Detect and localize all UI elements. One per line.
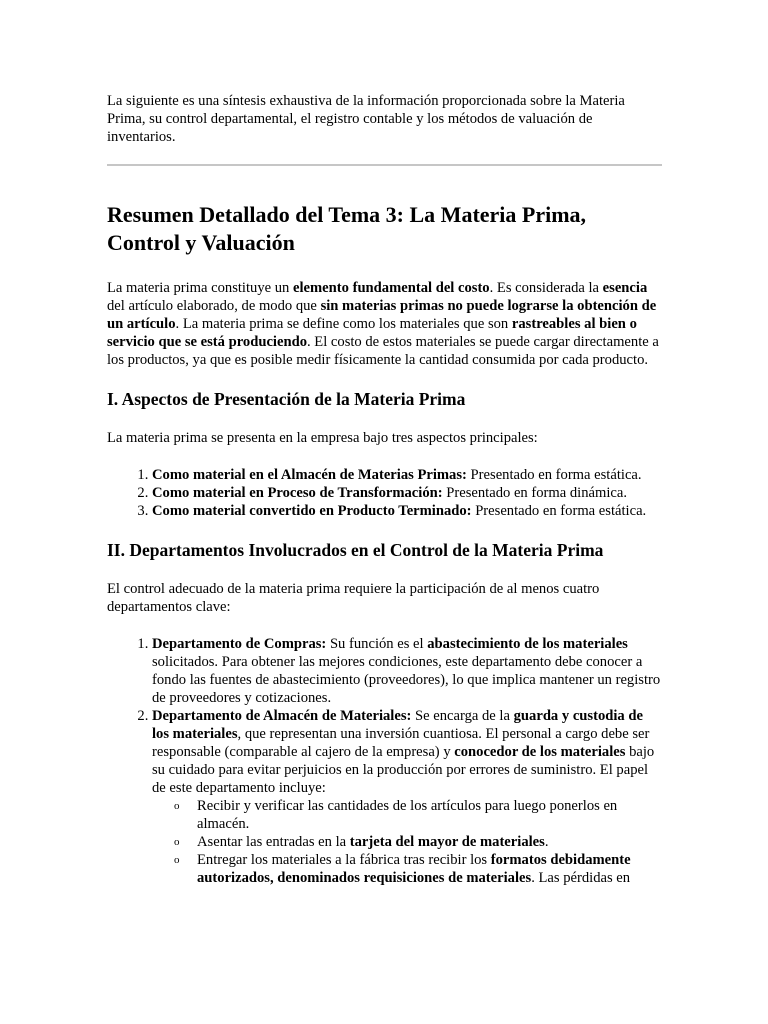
text-run: Presentado en forma estática. [471, 503, 647, 519]
bold-run: rastreables al bien o servicio que se está produciendo [107, 316, 637, 350]
text-run: del artículo elaborado, de modo que [107, 298, 321, 314]
text-run: La materia prima constituye un [107, 280, 294, 296]
text-run: . La materia prima se define como los materiales que son [175, 316, 512, 332]
bold-run: Departamento de Almacén de Materiales: [152, 708, 412, 724]
bold-run: sin materias primas no puede lograrse la obtención de un artículo [107, 298, 657, 332]
aspects-list [107, 466, 662, 520]
text-run: Se encarga de la [411, 708, 514, 724]
sub-list-item [174, 851, 662, 887]
bold-run: Como material convertido en Producto Terminado: [152, 503, 472, 519]
bold-run: abastecimiento de los materiales [427, 636, 628, 652]
bold-run: elemento fundamental del costo [293, 280, 490, 296]
list-item [152, 484, 662, 502]
list-item [152, 466, 662, 484]
sub-list-item [174, 833, 662, 851]
bullet-icon: o [174, 836, 180, 848]
section-heading-1: I. Aspectos de Presentación de la Materia Prima [107, 389, 466, 409]
text-run: Presentado en forma estática. [466, 467, 642, 483]
horizontal-rule [107, 164, 662, 166]
bold-run: Como material en el Almacén de Materias Primas: [152, 467, 467, 483]
departments-list [107, 635, 662, 887]
section2-intro: El control adecuado de la materia prima requiere la participación de al menos cuatro departamentos clave: [107, 581, 600, 615]
definition-paragraph [107, 279, 662, 369]
document-content [107, 92, 662, 887]
text-run: . Es considerada la [489, 280, 603, 296]
text-run: Recibir y verificar las cantidades de los artículos para luego ponerlos en almacén. [197, 798, 618, 832]
bold-run: conocedor de los materiales [454, 744, 626, 760]
sub-list-item [174, 797, 662, 833]
text-run: . [544, 834, 549, 850]
text-run: solicitados. Para obtener las mejores condiciones, este departamento debe conocer a fondo las fuentes de abastecimiento (proveedores), lo que implica mantener un registro de proveedores y cotizaciones. [152, 654, 661, 706]
bold-run: guarda y custodia de los materiales [152, 708, 643, 742]
intro-paragraph: La siguiente es una síntesis exhaustiva de la información proporcionada sobre la Materia Prima, su control departamental, el registro contable y los métodos de valuación de inventarios. [107, 93, 625, 145]
list-item [152, 707, 662, 887]
bold-run: tarjeta del mayor de materiales [349, 834, 545, 850]
bullet-icon: o [174, 800, 180, 812]
section1-intro: La materia prima se presenta en la empresa bajo tres aspectos principales: [107, 430, 538, 446]
bold-run: Departamento de Compras: [152, 636, 327, 652]
text-run: . Las pérdidas en [531, 870, 631, 886]
bold-run: esencia [602, 280, 648, 296]
section-heading-2: II. Departamentos Involucrados en el Control de la Materia Prima [107, 540, 604, 560]
text-run: bajo su cuidado para evitar perjuicios en la producción por errores de suministro. El papel de este departamento incluye: [152, 744, 655, 796]
text-run: Entregar los materiales a la fábrica tras recibir los [197, 852, 491, 868]
page-title: Resumen Detallado del Tema 3: La Materia Prima, Control y Valuación [107, 202, 587, 255]
text-run: , que representan una inversión cuantiosa. El personal a cargo debe ser responsable (comparable al cajero de la empresa) y [152, 726, 650, 760]
text-run: Asentar las entradas en la [197, 834, 350, 850]
text-run: . El costo de estos materiales se puede cargar directamente a los productos, ya que es posible medir físicamente la cantidad consumida por cada producto. [107, 334, 659, 368]
warehouse-duties-list [152, 797, 662, 887]
list-item [152, 502, 662, 520]
text-run: Presentado en forma dinámica. [442, 485, 627, 501]
bold-run: Como material en Proceso de Transformación: [152, 485, 443, 501]
text-run: Su función es el [326, 636, 428, 652]
list-item [152, 635, 662, 707]
bullet-icon: o [174, 854, 180, 866]
bold-run: formatos debidamente autorizados, denominados requisiciones de materiales [197, 852, 631, 886]
